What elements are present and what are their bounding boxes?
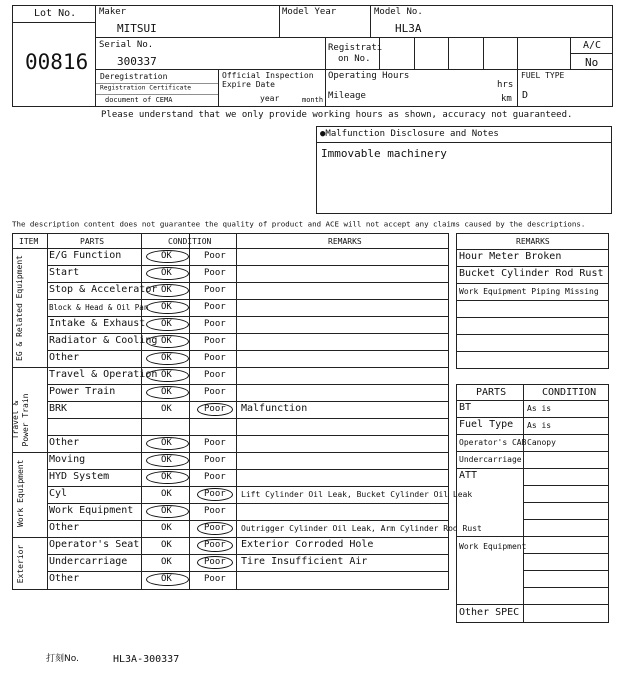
right-parts-label: PARTS	[476, 387, 507, 398]
part-name: Other	[49, 437, 80, 448]
part-name: HYD System	[49, 471, 110, 482]
mileage-label: Mileage	[328, 91, 366, 101]
table-row	[47, 486, 473, 503]
table-row	[47, 452, 448, 469]
model-no-label: Model No.	[374, 7, 423, 17]
poor-circle-mark	[197, 539, 233, 552]
ok-label: OK	[161, 302, 172, 312]
poor-circle-mark	[197, 522, 233, 535]
ok-label: OK	[161, 319, 172, 329]
part-name: Other	[49, 573, 80, 584]
table-row	[47, 469, 448, 486]
ok-label: OK	[161, 523, 172, 533]
group-label: Travel & Power Train	[11, 393, 30, 447]
col-condition: CONDITION	[168, 237, 212, 246]
right-part-name: BT	[459, 402, 472, 413]
poor-label: Poor	[204, 353, 226, 363]
ok-label: OK	[161, 540, 172, 550]
registration-label-2: on No.	[338, 54, 371, 64]
table-row	[47, 299, 448, 316]
notice-text: Please understand that we only provide working hours as shown, accuracy not guaranteed.	[101, 110, 573, 120]
part-name: Stop & Accelerator	[49, 284, 158, 295]
part-name: Power Train	[49, 386, 116, 397]
lot-no-value: 00816	[25, 50, 89, 74]
table-row	[47, 418, 448, 435]
disclaimer-text: The description content does not guarantee the quality of product and ACE will not accept any claims caused by the descriptions.	[12, 220, 586, 229]
model-year-label: Model Year	[282, 7, 337, 17]
table-row	[47, 384, 448, 401]
ok-circle-mark	[146, 318, 189, 331]
document-of-cema-label: document of CEMA	[105, 96, 173, 104]
fuel-type-label: FUEL TYPE	[521, 71, 565, 80]
remark-text: Exterior Corroded Hole	[241, 539, 374, 550]
part-name: Block & Head & Oil Pan	[49, 303, 149, 312]
right-remarks-title: REMARKS	[516, 237, 550, 246]
table-row	[47, 265, 448, 282]
part-name: Radiator & Cooling	[49, 335, 158, 346]
poor-label: Poor	[204, 285, 226, 295]
col-parts: PARTS	[80, 237, 105, 246]
other-spec-label: Other SPEC	[459, 607, 520, 618]
deregistration-label: Deregistration	[100, 72, 168, 81]
right-part-condition: Canopy	[527, 438, 556, 447]
ok-label: OK	[161, 404, 172, 414]
right-part-name: ATT	[459, 470, 478, 481]
ok-label: OK	[161, 353, 172, 363]
table-row	[47, 554, 448, 571]
poor-label: Poor	[204, 404, 226, 414]
km-label: km	[501, 94, 512, 104]
month-label: month	[302, 96, 324, 104]
lot-no-label: Lot No.	[34, 8, 77, 19]
poor-label: Poor	[204, 336, 226, 346]
poor-label: Poor	[204, 506, 226, 516]
col-item: ITEM	[19, 237, 39, 246]
group-label: EG & Related Equipment	[15, 255, 24, 361]
ok-label: OK	[161, 336, 172, 346]
ok-label: OK	[161, 370, 172, 380]
part-name: Other	[49, 352, 80, 363]
ok-circle-mark	[146, 437, 189, 450]
ok-label: OK	[161, 285, 172, 295]
serial-no-label: Serial No.	[99, 40, 154, 50]
group-label: Exterior	[16, 544, 25, 584]
ok-circle-mark	[146, 386, 189, 399]
ok-circle-mark	[146, 573, 189, 586]
footer-value: HL3A-300337	[113, 654, 180, 665]
ok-label: OK	[161, 557, 172, 567]
expire-date-label: Expire Date	[222, 80, 275, 89]
right-remark-item: Hour Meter Broken	[459, 251, 562, 262]
right-part-condition: As is	[527, 421, 552, 430]
ok-circle-mark	[146, 267, 189, 280]
table-row	[47, 537, 448, 554]
ok-circle-mark	[146, 284, 189, 297]
poor-label: Poor	[204, 489, 226, 499]
poor-label: Poor	[204, 251, 226, 261]
fuel-type-value: D	[522, 90, 529, 101]
remark-text: Malfunction	[241, 403, 308, 414]
ok-circle-mark	[146, 250, 189, 263]
right-part-name: Fuel Type	[459, 419, 514, 430]
right-remark-item: Work Equipment Piping Missing	[459, 287, 599, 296]
poor-label: Poor	[204, 523, 226, 533]
ok-label: OK	[161, 438, 172, 448]
ac-label: A/C	[583, 40, 602, 51]
model-no-value: HL3A	[395, 22, 422, 35]
part-name: Undercarriage	[49, 556, 128, 567]
part-name: Operator's Seat	[49, 539, 140, 550]
ok-circle-mark	[146, 335, 189, 348]
ok-label: OK	[161, 268, 172, 278]
poor-circle-mark	[197, 556, 233, 569]
right-remark-item: Bucket Cylinder Rod Rust	[459, 268, 604, 279]
registration-label-1: Registrati	[328, 43, 383, 53]
malfunction-text: Immovable machinery	[321, 147, 447, 160]
poor-label: Poor	[204, 540, 226, 550]
ok-circle-mark	[146, 471, 189, 484]
poor-label: Poor	[204, 302, 226, 312]
poor-label: Poor	[204, 472, 226, 482]
operating-hours-label: Operating Hours	[328, 71, 410, 81]
table-row	[47, 503, 448, 520]
ok-circle-mark	[146, 369, 189, 382]
ok-label: OK	[161, 489, 172, 499]
official-inspection-label: Official Inspection	[222, 71, 314, 80]
table-row	[47, 316, 448, 333]
right-part-name: Operator's CAB	[459, 438, 527, 447]
col-remarks: REMARKS	[328, 237, 362, 246]
part-name: E/G Function	[49, 250, 122, 261]
poor-label: Poor	[204, 557, 226, 567]
poor-circle-mark	[197, 488, 233, 501]
ok-label: OK	[161, 574, 172, 584]
table-row	[47, 248, 448, 265]
ok-label: OK	[161, 251, 172, 261]
part-name: BRK	[49, 403, 68, 414]
ok-circle-mark	[146, 352, 189, 365]
part-name: Other	[49, 522, 80, 533]
remark-text: Outrigger Cylinder Oil Leak, Arm Cylinder Rod Rust	[241, 524, 482, 533]
group-label: Work Equipment	[16, 459, 25, 527]
part-name: Cyl	[49, 488, 68, 499]
poor-label: Poor	[204, 319, 226, 329]
table-row	[47, 282, 448, 299]
year-label: year	[260, 94, 280, 103]
table-row	[47, 350, 448, 367]
ok-circle-mark	[146, 505, 189, 518]
poor-label: Poor	[204, 268, 226, 278]
remark-text: Tire Insufficient Air	[241, 556, 368, 567]
table-row	[47, 401, 448, 418]
footer-label: 打刻No.	[46, 654, 79, 664]
ok-label: OK	[161, 472, 172, 482]
poor-label: Poor	[204, 574, 226, 584]
ok-circle-mark	[146, 454, 189, 467]
table-row	[47, 333, 448, 350]
ok-label: OK	[161, 455, 172, 465]
poor-label: Poor	[204, 455, 226, 465]
table-row	[47, 520, 482, 537]
right-condition-label: CONDITION	[542, 387, 597, 398]
serial-no-value: 300337	[117, 55, 157, 68]
poor-circle-mark	[197, 403, 233, 416]
ok-label: OK	[161, 387, 172, 397]
remark-text: Lift Cylinder Oil Leak, Bucket Cylinder Oil Leak	[241, 490, 473, 499]
malfunction-title: ●Malfunction Disclosure and Notes	[320, 129, 499, 139]
poor-label: Poor	[204, 438, 226, 448]
right-part-condition: As is	[527, 404, 552, 413]
part-name: Moving	[49, 454, 86, 465]
part-name: Travel & Operation	[49, 369, 158, 380]
table-row	[47, 435, 448, 452]
poor-label: Poor	[204, 370, 226, 380]
hrs-label: hrs	[497, 80, 514, 90]
registration-certificate-label: Registration Certificate	[100, 84, 192, 92]
table-row	[47, 367, 448, 384]
work-equipment-label: Work Equipment	[459, 542, 527, 551]
ac-value: No	[585, 56, 599, 69]
part-name: Start	[49, 267, 80, 278]
ok-label: OK	[161, 506, 172, 516]
maker-label: Maker	[99, 7, 127, 17]
table-row	[47, 571, 448, 588]
part-name: Intake & Exhaust	[49, 318, 146, 329]
poor-label: Poor	[204, 387, 226, 397]
right-part-name: Undercarriage	[459, 455, 522, 464]
ok-circle-mark	[146, 301, 189, 314]
maker-value: MITSUI	[117, 22, 157, 35]
part-name: Work Equipment	[49, 505, 134, 516]
